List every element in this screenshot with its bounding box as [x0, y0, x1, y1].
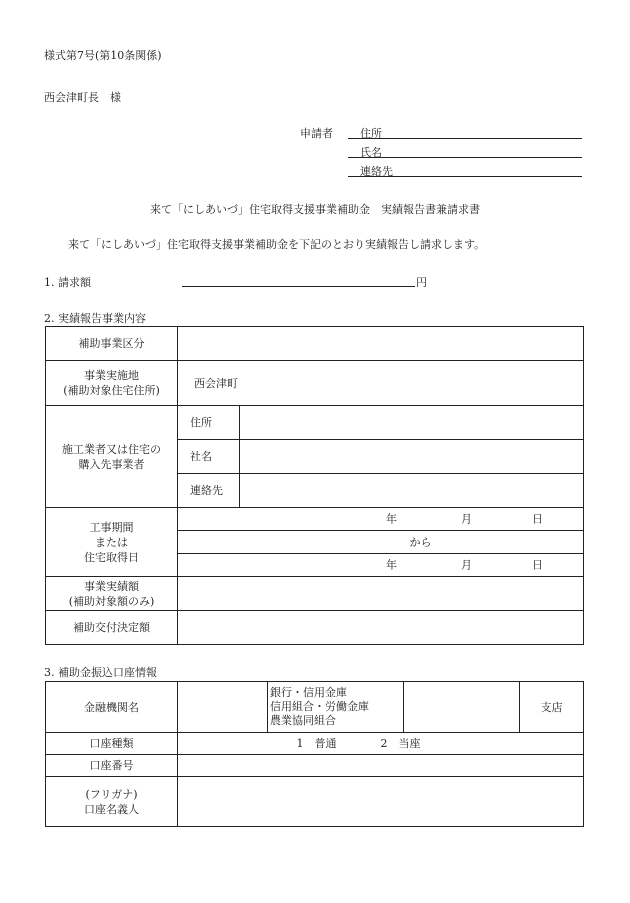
account-type-options[interactable]: 1 普通 2 当座: [178, 733, 584, 755]
intro-text: 来て「にしあいづ」住宅取得支援事業補助金を下記のとおり実績報告し請求します。: [68, 238, 486, 251]
bank-name-value[interactable]: [178, 682, 268, 733]
site-label-line2: (補助対象住宅住所): [63, 384, 160, 397]
account-number-value[interactable]: [178, 755, 584, 777]
contractor-address-label: 住所: [178, 406, 240, 440]
branch-name-value[interactable]: [404, 682, 520, 733]
document-title: 来て「にしあいづ」住宅取得支援事業補助金 実績報告書兼請求書: [150, 203, 480, 216]
account-type-label: 口座種類: [46, 733, 178, 755]
bank-type-line3: 農業協同組合: [270, 714, 336, 727]
contractor-contact-label: 連絡先: [178, 474, 240, 508]
site-label: [46, 361, 178, 406]
applicant-name-line[interactable]: [348, 157, 582, 158]
contractor-label: [46, 406, 178, 508]
period-kara: から: [178, 531, 584, 554]
amount-label: [46, 577, 178, 611]
period-start-day: 日: [532, 512, 543, 526]
site-label-line1: 事業実施地: [84, 369, 139, 382]
period-end-day: 日: [532, 558, 543, 572]
report-table: [45, 326, 584, 645]
applicant-contact-label: 連絡先: [360, 165, 393, 178]
form-number: 様式第7号(第10条関係): [44, 49, 162, 62]
bank-type-line1: 銀行・信用金庫: [270, 686, 347, 699]
applicant-label: 申請者: [300, 127, 333, 140]
section3-heading: 3. 補助金振込口座情報: [44, 666, 157, 679]
period-start[interactable]: [178, 508, 584, 531]
applicant-address-line[interactable]: [348, 138, 582, 139]
account-holder-label: [46, 777, 178, 827]
bank-label: 金融機関名: [46, 682, 178, 733]
holder-label-line1: (フリガナ): [85, 787, 138, 801]
contractor-label-line2: 購入先事業者: [78, 457, 145, 471]
section2-heading: 2. 実績報告事業内容: [44, 312, 146, 325]
period-start-year: 年: [386, 512, 397, 526]
contractor-address-value[interactable]: [240, 406, 584, 440]
period-end[interactable]: [178, 554, 584, 577]
amount-label-line2: (補助対象額のみ): [68, 594, 155, 608]
applicant-contact-line[interactable]: [348, 176, 582, 177]
category-value[interactable]: [178, 327, 584, 361]
amount-label-line1: 事業実績額: [84, 579, 139, 593]
addressee: 西会津町長 様: [44, 91, 121, 104]
category-label: 補助事業区分: [46, 327, 178, 361]
account-number-label: 口座番号: [46, 755, 178, 777]
contractor-company-label: 社名: [178, 440, 240, 474]
period-label: [46, 508, 178, 577]
amount-value[interactable]: [178, 577, 584, 611]
period-label-line3: 住宅取得日: [84, 550, 139, 564]
branch-label: 支店: [520, 682, 584, 733]
bank-table: [45, 681, 584, 827]
applicant-name-label: 氏名: [360, 146, 382, 159]
decision-label: 補助交付決定額: [46, 611, 178, 645]
period-start-month: 月: [461, 512, 472, 526]
contractor-contact-value[interactable]: [240, 474, 584, 508]
decision-value[interactable]: [178, 611, 584, 645]
section1-heading: 1. 請求額: [44, 276, 91, 289]
period-end-year: 年: [386, 558, 397, 572]
contractor-label-line1: 施工業者又は住宅の: [62, 442, 161, 456]
site-value[interactable]: 西会津町: [178, 361, 584, 406]
period-label-line1: 工事期間: [89, 520, 134, 534]
claim-amount-unit: 円: [416, 276, 427, 289]
account-holder-value[interactable]: [178, 777, 584, 827]
bank-types[interactable]: [268, 682, 404, 733]
holder-label-line2: 口座名義人: [84, 802, 139, 816]
period-label-line2: または: [95, 535, 128, 549]
bank-type-line2: 信用組合・労働金庫: [270, 700, 369, 713]
contractor-company-value[interactable]: [240, 440, 584, 474]
applicant-address-label: 住所: [360, 127, 382, 140]
claim-amount-line[interactable]: [182, 286, 415, 287]
period-end-month: 月: [461, 558, 472, 572]
